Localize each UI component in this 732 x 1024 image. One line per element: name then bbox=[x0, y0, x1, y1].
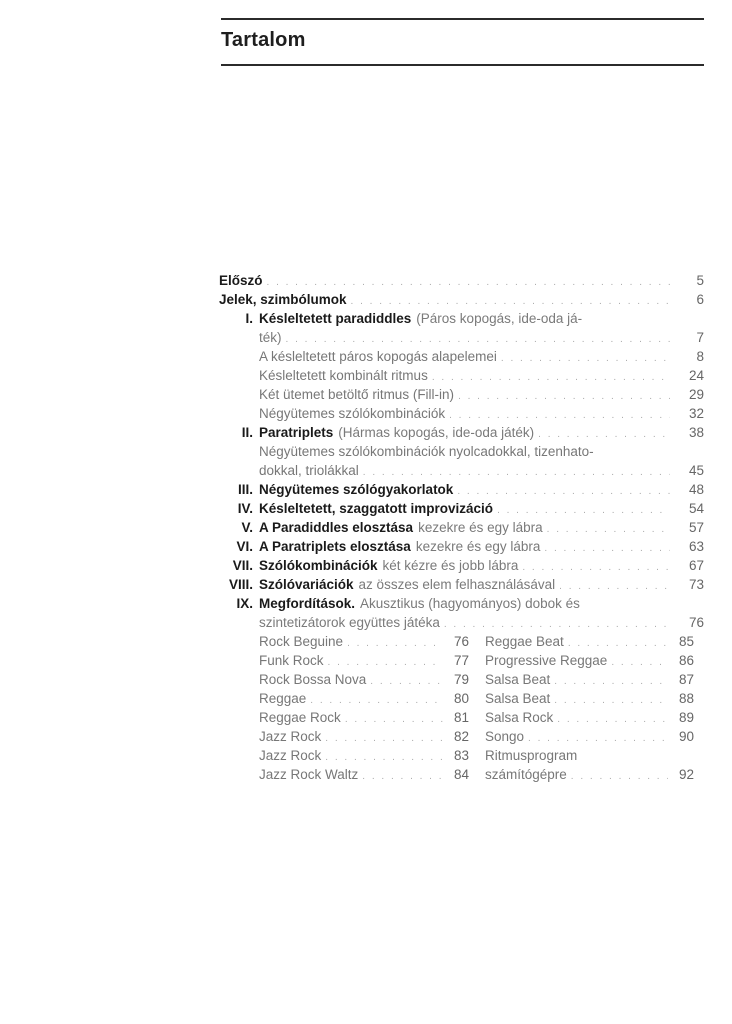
page-number: 80 bbox=[453, 691, 469, 706]
leader-dots bbox=[611, 653, 668, 672]
rhythm-label: Reggae Beat bbox=[485, 634, 564, 649]
page-number: 83 bbox=[453, 748, 469, 763]
chapter-number: I. bbox=[245, 311, 253, 326]
chapter-description: kezekre és egy lábra bbox=[418, 520, 543, 535]
page-number: 92 bbox=[678, 767, 694, 782]
rhythm-entry bbox=[259, 670, 469, 689]
subentry-title: Késleltetett kombinált ritmus bbox=[259, 368, 428, 383]
chapter-title: Késleltetett paradiddles bbox=[259, 311, 412, 326]
rhythm-label: Jazz Rock bbox=[259, 729, 322, 744]
rhythm-entry bbox=[485, 765, 694, 784]
toc-subentry bbox=[219, 385, 704, 404]
page-number: 89 bbox=[678, 710, 694, 725]
page-number: 81 bbox=[453, 710, 469, 725]
chapter-description: két kézre és jobb lábra bbox=[382, 558, 519, 573]
toc-chapter-9-cont bbox=[219, 613, 704, 632]
chapter-title: Késleltetett, szaggatott improvizáció bbox=[259, 501, 494, 516]
leader-dots bbox=[362, 767, 443, 786]
page-number: 76 bbox=[688, 615, 704, 630]
page-number: 90 bbox=[678, 729, 694, 744]
leader-dots bbox=[554, 672, 668, 691]
toc-subentry bbox=[219, 347, 704, 366]
chapter-title: Szólóvariációk bbox=[259, 577, 354, 592]
rhythm-label: Reggae bbox=[259, 691, 307, 706]
chapter-description-cont: szintetizátorok együttes játéka bbox=[259, 615, 440, 630]
rhythm-label: Salsa Beat bbox=[485, 672, 551, 687]
page-number: 29 bbox=[688, 387, 704, 402]
chapter-description: (Hármas kopogás, ide-oda játék) bbox=[338, 425, 535, 440]
page-number: 63 bbox=[688, 539, 704, 554]
chapter-number: V. bbox=[241, 520, 253, 535]
rhythm-label: számítógépre bbox=[485, 767, 567, 782]
toc-chapter-1-cont bbox=[219, 328, 704, 347]
page-number: 38 bbox=[688, 425, 704, 440]
rhythm-entry bbox=[485, 727, 694, 746]
rhythm-label: Reggae Rock bbox=[259, 710, 341, 725]
table-of-contents bbox=[219, 271, 704, 632]
page-number: 88 bbox=[678, 691, 694, 706]
rhythm-column-left bbox=[259, 632, 469, 784]
toc-chapter-1 bbox=[219, 309, 704, 328]
page-title: Tartalom bbox=[221, 29, 306, 51]
chapter-number: VIII. bbox=[228, 577, 253, 592]
rhythm-label: Salsa Beat bbox=[485, 691, 551, 706]
toc-subentry bbox=[219, 404, 704, 423]
chapter-number: II. bbox=[241, 425, 253, 440]
rhythm-entry bbox=[485, 670, 694, 689]
subentry-title-cont: dokkal, triolákkal bbox=[259, 463, 359, 478]
title-rule-top bbox=[221, 18, 704, 20]
rhythm-entry bbox=[485, 651, 694, 670]
chapter-description: Akusztikus (hagyományos) dobok és bbox=[360, 596, 580, 611]
page-number: 84 bbox=[453, 767, 469, 782]
chapter-title: Négyütemes szólógyakorlatok bbox=[259, 482, 454, 497]
leader-dots bbox=[554, 691, 668, 710]
rhythm-entry bbox=[485, 708, 694, 727]
subentry-title: Négyütemes szólókombinációk bbox=[259, 406, 446, 421]
leader-dots bbox=[557, 710, 668, 729]
subentry-title: A késleltetett páros kopogás alapelemei bbox=[259, 349, 497, 364]
toc-subentry bbox=[219, 442, 704, 461]
rhythm-label: Ritmusprogram bbox=[485, 748, 578, 763]
page-number: 76 bbox=[453, 634, 469, 649]
chapter-number: VI. bbox=[236, 539, 253, 554]
rhythm-entry bbox=[259, 689, 469, 708]
page-number: 85 bbox=[678, 634, 694, 649]
page-number: 32 bbox=[688, 406, 704, 421]
rhythm-label: Rock Bossa Nova bbox=[259, 672, 367, 687]
toc-chapter-6 bbox=[219, 537, 704, 556]
chapter-title: A Paradiddles elosztása bbox=[259, 520, 414, 535]
toc-subentry-cont bbox=[219, 461, 704, 480]
rhythm-entry bbox=[259, 632, 469, 651]
chapter-number: IV. bbox=[237, 501, 253, 516]
rhythm-label: Rock Beguine bbox=[259, 634, 344, 649]
leader-dots bbox=[571, 767, 668, 786]
page-number: 7 bbox=[696, 330, 704, 345]
toc-subentry bbox=[219, 366, 704, 385]
chapter-description: (Páros kopogás, ide-oda já- bbox=[416, 311, 583, 326]
page-number: 24 bbox=[688, 368, 704, 383]
page-number: 5 bbox=[696, 273, 704, 288]
chapter-title: Szólókombinációk bbox=[259, 558, 378, 573]
page-number: 77 bbox=[453, 653, 469, 668]
toc-chapter-4 bbox=[219, 499, 704, 518]
toc-entry-title: Előszó bbox=[219, 273, 263, 288]
rhythm-label: Songo bbox=[485, 729, 525, 744]
toc-entry-symbols bbox=[219, 290, 704, 309]
leader-dots bbox=[325, 729, 443, 748]
page-number: 82 bbox=[453, 729, 469, 744]
toc-chapter-5 bbox=[219, 518, 704, 537]
rhythm-label: Progressive Reggae bbox=[485, 653, 608, 668]
rhythm-entry bbox=[485, 689, 694, 708]
chapter-number: VII. bbox=[232, 558, 253, 573]
chapter-description: az összes elem felhasználásával bbox=[358, 577, 556, 592]
page-number: 87 bbox=[678, 672, 694, 687]
leader-dots bbox=[370, 672, 443, 691]
toc-entry-title: Jelek, szimbólumok bbox=[219, 292, 347, 307]
toc-chapter-9 bbox=[219, 594, 704, 613]
page-number: 54 bbox=[688, 501, 704, 516]
page-number: 57 bbox=[688, 520, 704, 535]
chapter-description-cont: ték) bbox=[259, 330, 282, 345]
subentry-title: Két ütemet betöltő ritmus (Fill-in) bbox=[259, 387, 455, 402]
leader-dots bbox=[345, 710, 443, 729]
page-number: 79 bbox=[453, 672, 469, 687]
toc-entry-foreword bbox=[219, 271, 704, 290]
page-number: 45 bbox=[688, 463, 704, 478]
page-number: 6 bbox=[696, 292, 704, 307]
rhythm-column-right bbox=[485, 632, 694, 784]
rhythm-label: Salsa Rock bbox=[485, 710, 554, 725]
toc-chapter-2 bbox=[219, 423, 704, 442]
chapter-title: Megfordítások. bbox=[259, 596, 356, 611]
page-number: 86 bbox=[678, 653, 694, 668]
chapter-title: A Paratriplets elosztása bbox=[259, 539, 411, 554]
toc-chapter-7 bbox=[219, 556, 704, 575]
rhythm-entry bbox=[485, 746, 694, 765]
chapter-number: III. bbox=[237, 482, 253, 497]
rhythm-label: Jazz Rock Waltz bbox=[259, 767, 359, 782]
rhythm-entry bbox=[259, 708, 469, 727]
rhythm-entry bbox=[485, 632, 694, 651]
subentry-title: Négyütemes szólókombinációk nyolcadokkal, tizenhato- bbox=[259, 444, 594, 459]
rhythm-entry bbox=[259, 651, 469, 670]
toc-chapter-3 bbox=[219, 480, 704, 499]
leader-dots bbox=[347, 634, 443, 653]
rhythm-label: Jazz Rock bbox=[259, 748, 322, 763]
chapter-number: IX. bbox=[236, 596, 253, 611]
toc-chapter-8 bbox=[219, 575, 704, 594]
rhythm-entry bbox=[259, 746, 469, 765]
page-number: 8 bbox=[696, 349, 704, 364]
title-rule-bottom bbox=[221, 64, 704, 66]
page-number: 48 bbox=[688, 482, 704, 497]
chapter-description: kezekre és egy lábra bbox=[415, 539, 541, 554]
page-number: 67 bbox=[688, 558, 704, 573]
rhythm-entry bbox=[259, 727, 469, 746]
rhythm-entry bbox=[259, 765, 469, 784]
page-number: 73 bbox=[688, 577, 704, 592]
rhythm-label: Funk Rock bbox=[259, 653, 324, 668]
chapter-title: Paratriplets bbox=[259, 425, 334, 440]
